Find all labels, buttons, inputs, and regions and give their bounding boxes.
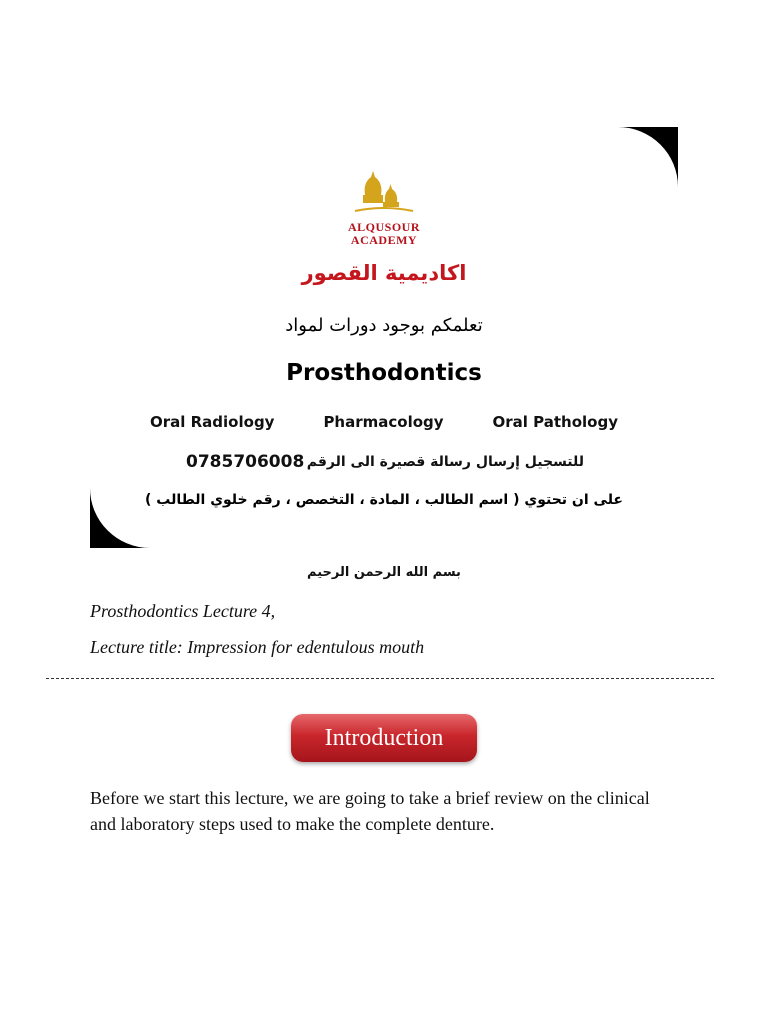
message-contents-text: على ان تحتوي ( اسم الطالب ، المادة ، التخصص ، رقم خلوي الطالب ) bbox=[145, 492, 623, 508]
lecture-title: Lecture title: Impression for edentulous mouth bbox=[90, 637, 425, 657]
subject-oral-pathology: Oral Pathology bbox=[492, 413, 618, 431]
lecture-number: Prosthodontics Lecture 4, bbox=[90, 601, 276, 621]
intro-paragraph: Before we start this lecture, we are going to take a brief review on the clinical and laboratory steps used to make the complete denture. bbox=[90, 788, 650, 834]
phone-number: 0785706008 bbox=[186, 452, 305, 472]
logo-english-text bbox=[90, 221, 678, 247]
announcement-text: تعلمكم بوجود دورات لمواد bbox=[285, 315, 483, 336]
subject-pharmacology: Pharmacology bbox=[323, 413, 444, 431]
basmala: بسم الله الرحمن الرحيم bbox=[307, 565, 461, 580]
subjects-row bbox=[150, 413, 618, 431]
academy-banner bbox=[90, 127, 678, 548]
registration-row bbox=[186, 452, 584, 472]
logo-arabic-text: اكاديمية القصور bbox=[301, 261, 467, 285]
logo-line-2: ACADEMY bbox=[350, 233, 418, 247]
registration-text: للتسجيل إرسال رسالة قصيرة الى الرقم bbox=[306, 454, 584, 470]
logo-line-1: ALQUSOUR bbox=[347, 220, 420, 234]
banner-card bbox=[90, 127, 678, 548]
subject-oral-radiology: Oral Radiology bbox=[150, 413, 275, 431]
dashed-divider bbox=[46, 678, 714, 679]
introduction-heading-badge: Introduction bbox=[291, 714, 477, 762]
course-title: Prosthodontics bbox=[286, 360, 482, 386]
dome-logo-icon bbox=[349, 169, 419, 221]
